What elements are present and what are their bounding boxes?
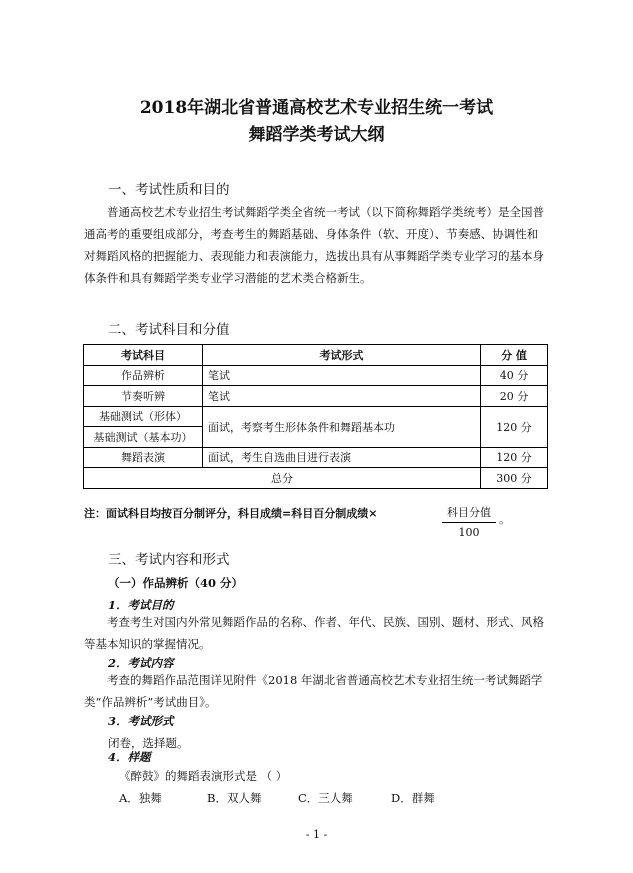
table-row — [84, 447, 548, 468]
paragraph: 普通高校艺术专业招生考试舞蹈学类全省统一考试（以下简称舞蹈学类统考）是全国普通高考的重要组成部分，考查考生的舞蹈基础、身体条件（软、开度）、节奏感、协调性和对舞蹈风格的把握能力、表现能力和表演能力，选拔出具有从事舞蹈学类专业学习的基本身体条件和具有舞蹈学类专业学习潜能的艺术类合格新生。 — [84, 205, 544, 285]
page-number: - 1 - — [305, 828, 328, 841]
item-3-body: 闭卷，选择题。 — [108, 736, 189, 750]
option-c: C．三人舞 — [298, 791, 353, 805]
document-title: 2018年湖北省普通高校艺术专业招生统一考试 — [139, 98, 494, 118]
section-1-body — [84, 201, 546, 289]
table-cell: 基础测试（基本功） — [84, 427, 203, 448]
table-cell: 面试，考察考生形体条件和舞蹈基本功 — [203, 406, 481, 447]
section-heading-1: 一、考试性质和目的 — [108, 182, 230, 198]
item-heading: 3．考试形式 — [108, 714, 174, 728]
table-cell: 20 分 — [481, 386, 548, 407]
table-header-row — [84, 345, 548, 366]
paragraph: 考查考生对国内外常见舞蹈作品的名称、作者、年代、民族、国别、题材、形式、风格等基本知识的掌握情况。 — [84, 615, 544, 651]
table-row — [84, 365, 548, 386]
subsection-heading: （一）作品辨析（40 分） — [108, 576, 244, 590]
score-fraction — [442, 504, 496, 539]
item-1-body — [84, 611, 546, 655]
table-cell: 面试，考生自选曲目进行表演 — [203, 447, 481, 468]
table-row — [84, 386, 548, 407]
fraction-denominator: 100 — [458, 526, 480, 539]
fraction-numerator: 科目分值 — [442, 504, 496, 523]
table-cell: 基础测试（形体） — [84, 406, 203, 427]
table-cell: 120 分 — [481, 447, 548, 468]
table-cell: 总分 — [84, 468, 481, 489]
table-cell: 40 分 — [481, 365, 548, 386]
score-note: 注：面试科目均按百分制评分，科目成绩=科目百分制成绩× — [84, 507, 378, 520]
option-d: D．群舞 — [391, 791, 435, 805]
document-subtitle: 舞蹈学类考试大纲 — [248, 125, 385, 145]
table-cell: 300 分 — [481, 468, 548, 489]
score-table — [83, 344, 548, 489]
item-2-body — [84, 669, 546, 713]
note-period: 。 — [499, 513, 510, 526]
item-heading: 4．样题 — [108, 750, 151, 764]
column-header: 考试科目 — [84, 345, 203, 366]
table-cell: 节奏听辨 — [84, 386, 203, 407]
table-cell: 笔试 — [203, 386, 481, 407]
paragraph: 考查的舞蹈作品范围详见附件《2018 年湖北省普通高校艺术专业招生统一考试舞蹈学类“作品辨析”考试曲目》。 — [84, 673, 543, 709]
option-b: B．双人舞 — [207, 791, 262, 805]
section-heading-2: 二、考试科目和分值 — [108, 322, 230, 338]
table-cell: 舞蹈表演 — [84, 447, 203, 468]
item-heading: 1．考试目的 — [108, 598, 174, 612]
option-a: A．独舞 — [119, 791, 162, 805]
table-cell: 笔试 — [203, 365, 481, 386]
table-row — [84, 406, 548, 427]
table-total-row — [84, 468, 548, 489]
item-heading: 2．考试内容 — [108, 656, 174, 670]
table-cell: 作品辨析 — [84, 365, 203, 386]
table-cell: 120 分 — [481, 406, 548, 447]
sample-question: 《醉鼓》的舞蹈表演形式是 （ ） — [119, 769, 288, 783]
section-heading-3: 三、考试内容和形式 — [108, 552, 230, 568]
column-header: 分 值 — [481, 345, 548, 366]
column-header: 考试形式 — [203, 345, 481, 366]
